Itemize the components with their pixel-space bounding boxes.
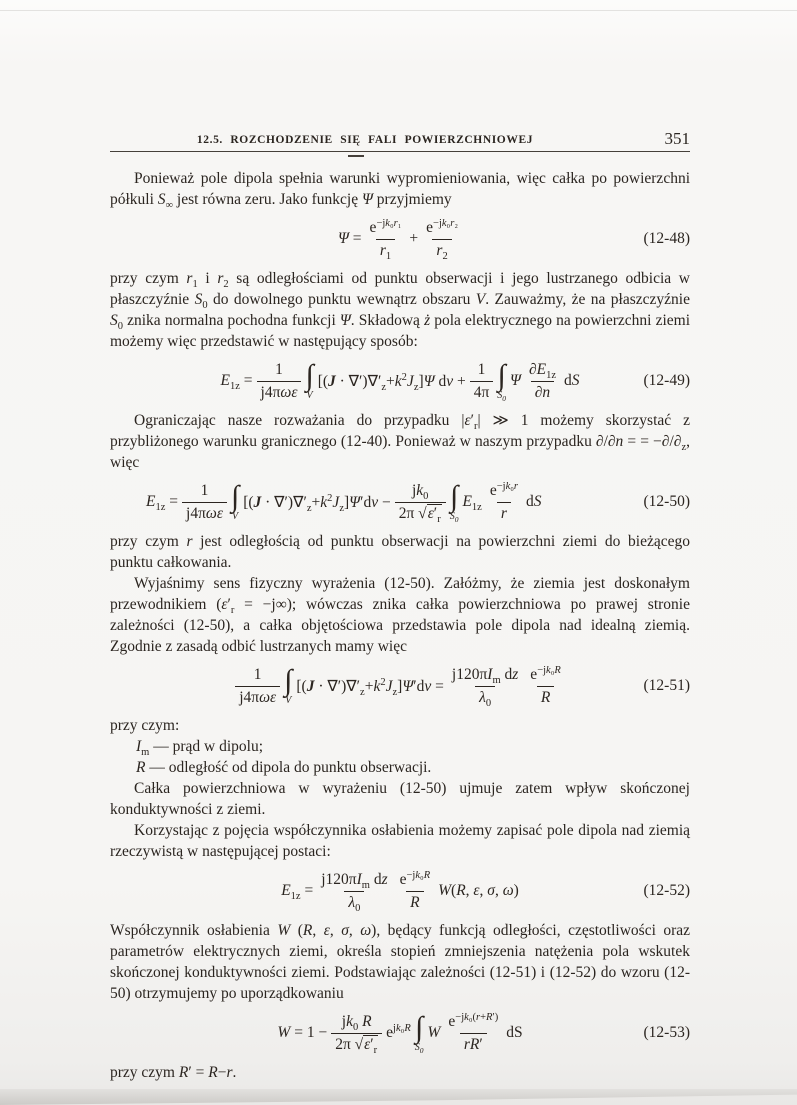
definition-item: R — odległość od dipola do punktu obserwacji. bbox=[136, 759, 432, 776]
denominator: j4πωε bbox=[257, 381, 302, 401]
paragraph: przy czym $r_1$ i $r_2$ są odległościami od punktu obserwacji i jego lustrzanego odbicia w płaszczyźnie $S_0$ do dowolnego punktu wewnątrz obszaru V. Zauważmy, że na płaszczyźnie $S_0$ znika normalna pochodna funkcji Ψ. Składową ż pola elektrycznego na powierzchni ziemi możemy więc przedstawić w następujący sposób: bbox=[110, 270, 691, 350]
denominator: $\lambda_0$ bbox=[475, 686, 495, 706]
numerator: $jk_0$ bbox=[411, 482, 429, 503]
operator: + bbox=[409, 230, 419, 247]
equation-12-48 bbox=[110, 217, 690, 261]
numerator: 1 bbox=[275, 361, 283, 379]
integral bbox=[449, 479, 459, 524]
equation-lhs: $E_{1z}$ = bbox=[220, 372, 253, 393]
equation-12-51 bbox=[110, 664, 690, 708]
denominator: $r_1$ bbox=[376, 239, 395, 259]
numerator: $e^{-jk_0r}$ bbox=[489, 481, 518, 500]
integral-limit: V bbox=[306, 389, 313, 401]
fraction bbox=[525, 361, 560, 400]
integral-limit: V bbox=[285, 694, 292, 706]
equation-lhs: W = 1 − bbox=[277, 1024, 328, 1041]
paragraph: Korzystając z pojęcia współczynnika osłabienia możemy zapisać pole dipola nad ziemią rzeczywistą w następującej postaci: bbox=[110, 822, 690, 860]
equation-term: dS bbox=[506, 1024, 523, 1041]
integral-limit: $S_0$ bbox=[497, 389, 507, 403]
equation-body bbox=[336, 218, 464, 262]
equation-number: (12-53) bbox=[643, 1024, 690, 1041]
fraction bbox=[235, 666, 280, 705]
numerator: $j120\pi I_m$ dz bbox=[321, 871, 388, 892]
numerator: 1 bbox=[253, 666, 262, 684]
integral bbox=[305, 358, 314, 401]
equation-lhs: Ψ = bbox=[338, 230, 362, 247]
equation-lhs: $E_{1z}$ = bbox=[146, 493, 179, 514]
fraction bbox=[182, 482, 227, 521]
equation-term: W(R, ε, σ, ω) bbox=[438, 882, 519, 899]
equation-body bbox=[275, 1010, 524, 1056]
section-title: 12.5. ROZCHODZENIE SIĘ FALI POWIERZCHNIOWEJ bbox=[196, 134, 534, 146]
header-rule-dash bbox=[348, 155, 364, 157]
equation-12-50 bbox=[110, 480, 690, 524]
integral bbox=[284, 663, 293, 706]
denominator: ∂n bbox=[531, 381, 554, 401]
page-content bbox=[110, 126, 690, 1083]
integral-limit: $S_0$ bbox=[414, 1041, 424, 1055]
definition-item: $I_m$ — prąd w dipolu; bbox=[136, 738, 263, 759]
fraction bbox=[422, 218, 462, 262]
equation-number: (12-52) bbox=[643, 882, 690, 899]
denominator: 4π bbox=[470, 381, 494, 401]
fraction bbox=[448, 666, 522, 709]
equation-term: $[(J \cdot \nabla')\nabla'_z+k^2J_z]\Psi'dv$ = bbox=[296, 676, 444, 698]
integral bbox=[497, 358, 507, 403]
equation-lhs: $E_{1z}$ = bbox=[281, 882, 314, 903]
fraction bbox=[396, 871, 435, 910]
paragraph: przy czym r jest odległością od punktu obserwacji na powierzchni ziemi do bieżącego punktu całkowania. bbox=[110, 533, 691, 571]
fraction bbox=[331, 1013, 382, 1056]
integral-limit: V bbox=[232, 510, 239, 522]
header-rule bbox=[110, 151, 690, 152]
denominator: $\lambda_0$ bbox=[344, 891, 364, 911]
numerator: $j120\pi I_m$ dz bbox=[451, 666, 519, 687]
numerator: $e^{-jk_0(r+R')}$ bbox=[448, 1012, 499, 1031]
denominator: 2π $√\varepsilon'_r$ bbox=[331, 1033, 382, 1053]
integral-sign: ∫ bbox=[497, 358, 506, 392]
numerator: $jk_0$ R bbox=[341, 1013, 372, 1034]
integral bbox=[414, 1010, 424, 1055]
equation-term: $[(J \cdot \nabla')\nabla'_z+k^2J_z]\Psi$ dv + bbox=[317, 371, 466, 393]
denominator: rR′ bbox=[460, 1033, 487, 1053]
integral-sign: ∫ bbox=[415, 1010, 424, 1044]
integral-sign: ∫ bbox=[284, 663, 293, 697]
equation-number: (12-48) bbox=[643, 230, 690, 247]
denominator: j4πωε bbox=[182, 502, 227, 522]
fraction bbox=[257, 361, 302, 400]
numerator: $\partial E_{1z}$ bbox=[528, 361, 556, 382]
equation-number: (12-50) bbox=[643, 493, 690, 510]
equation-term: $E_{1z}$ bbox=[462, 493, 482, 514]
equation-12-52 bbox=[110, 869, 690, 913]
equation-term: $[(J \cdot \nabla')\nabla'_z+k^2J_z]\Psi'dv$ − bbox=[243, 492, 391, 514]
equation-term: dS bbox=[564, 372, 580, 389]
page-number: 351 bbox=[664, 129, 690, 148]
fraction bbox=[486, 482, 522, 521]
equation-term: Ψ bbox=[510, 372, 521, 389]
equation-term: dS bbox=[526, 493, 542, 510]
numerator: 1 bbox=[477, 361, 486, 379]
paragraph: Ograniczając nasze rozważania do przypadku $|\varepsilon'_r|$ ≫ 1 możemy skorzystać z przybliżonego warunku granicznego (12-40). Ponieważ w naszym przypadku ∂/∂n = = $-\partial/\partial_z$, więc bbox=[110, 412, 690, 471]
fraction bbox=[317, 871, 391, 914]
equation-body bbox=[279, 870, 521, 914]
integral-sign: ∫ bbox=[449, 479, 459, 513]
denominator: R bbox=[537, 686, 554, 706]
denominator: $r_2$ bbox=[432, 239, 451, 259]
fraction bbox=[444, 1013, 502, 1052]
integral-sign: ∫ bbox=[230, 479, 240, 513]
integral-limit: $S_0$ bbox=[449, 510, 459, 524]
denominator: j4πωε bbox=[235, 686, 280, 706]
equation-number: (12-49) bbox=[643, 372, 690, 389]
integral bbox=[230, 479, 240, 522]
numerator: $e^{-jk_0r_2}$ bbox=[426, 218, 458, 237]
equation-number: (12-51) bbox=[643, 677, 690, 694]
paragraph: Wyjaśnimy sens fizyczny wyrażenia (12-50). Załóżmy, że ziemia jest doskonałym przewodnikiem $(\varepsilon'_r = -j\infty)$; wówczas znika całka powierzchniowa po prawej stronie zależności (12-50), a całka objętościowa przedstawia pole dipola nad idealną ziemią. Zgodnie z zasadą odbić lustrzanych mamy więc bbox=[110, 575, 690, 655]
paragraph: Współczynnik osłabienia W (R, ε, σ, ω), będący funkcją odległości, częstotliwości oraz parametrów elektrycznych ziemi, określa stopień zmniejszenia natężenia pola wskutek skończonej konduktywności ziemi. Podstawiając zależności (12-51) i (12-52) do wzoru (12-50) otrzymujemy po uporządkowaniu bbox=[110, 922, 691, 1002]
page-header bbox=[110, 126, 690, 146]
fraction bbox=[470, 361, 494, 400]
paragraph: Całka powierzchniowa w wyrażeniu (12-50) ujmuje zatem wpływ skończonej konduktywności z ziemi. bbox=[110, 780, 690, 818]
equation-term: $e^{jk_0R}$ bbox=[386, 1022, 411, 1041]
scan-seam bbox=[0, 10, 797, 11]
paragraph: przy czym R′ = R−r. bbox=[110, 1064, 237, 1081]
scan-edge bbox=[0, 1089, 797, 1105]
equation-body bbox=[219, 358, 582, 403]
integral-sign: ∫ bbox=[305, 358, 314, 392]
equation-body bbox=[144, 479, 544, 525]
numerator: $e^{-jk_0R}$ bbox=[399, 870, 431, 889]
fraction bbox=[526, 666, 565, 705]
numerator: 1 bbox=[200, 482, 209, 500]
paragraph-intro: Ponieważ pole dipola spełnia warunki wypromieniowania, więc całka po powierzchni półkuli $S_\infty$ jest równa zeru. Jako funkcję Ψ przyjmiemy bbox=[110, 170, 690, 212]
fraction bbox=[366, 218, 406, 262]
numerator: $e^{-jk_0R}$ bbox=[530, 665, 561, 684]
denominator: r bbox=[497, 502, 511, 522]
numerator: $e^{-jk_0r_1}$ bbox=[369, 218, 402, 237]
equation-term: W bbox=[427, 1024, 441, 1041]
equation-12-53 bbox=[110, 1011, 690, 1055]
denominator: 2π $√\varepsilon'_r$ bbox=[395, 502, 446, 522]
denominator: R bbox=[406, 891, 423, 911]
paragraph: przy czym: bbox=[110, 717, 180, 734]
fraction bbox=[395, 482, 446, 525]
equation-12-49 bbox=[110, 359, 690, 403]
equation-body bbox=[233, 663, 567, 709]
